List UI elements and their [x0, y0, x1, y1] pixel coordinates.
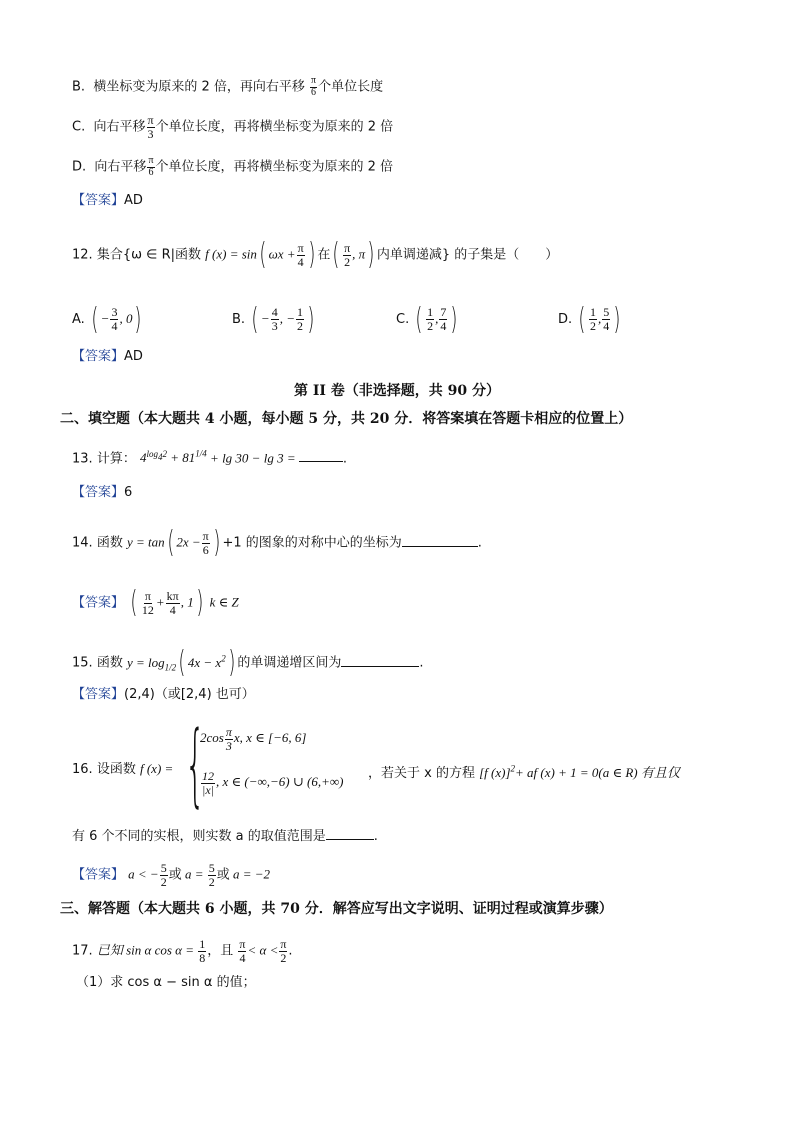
answer-blank[interactable] [341, 666, 419, 667]
question-17: 17. 已知 sin α cos α = $\frac{1}{8}$ ，且 $\frac{\pi}{4}$ < α < $\frac{\pi}{2}$ . [72, 937, 293, 965]
fraction-pi-3: $\frac{\pi}{3}$ [147, 113, 154, 141]
answer-15: 【答案】(2,4)（或[2,4) 也可） [72, 687, 255, 702]
question-14: 14. 函数 y = tan( 2x − $\frac{\pi}{6}$ ) +1 的图象的对称中心的坐标为 . [72, 525, 482, 560]
option-c-line: C. 向右平移 $\frac{\pi}{3}$ 个单位长度，再将横坐标变为原来的 2 倍 [72, 113, 394, 141]
question-15: 15. 函数 $y = \log_{1/2}$( $4x - x^2$) 的单调递增区间为 . [72, 645, 424, 680]
piecewise-brace: { [185, 712, 206, 817]
question-13: 13. 计算： $4^{log_42} + 81^{1/4} + \lg 30 - \lg 3$ = . [72, 449, 347, 467]
option-d-line: D. 向右平移 $\frac{\pi}{6}$ 个单位长度，再将横坐标变为原来的 2 倍 [72, 155, 394, 178]
q12-option-a: A. ( − $\frac{3}{4}$ , 0) [72, 302, 142, 337]
question-12: 12. 集合{ω ∈ R|函数 f (x) = sin( ωx + $\frac{\pi}{4}$ ) 在( $\frac{\pi}{2}$ , π) 内单调递减} 的子集是（ ） [72, 237, 559, 272]
answer-blank[interactable] [402, 546, 478, 547]
section-2-title: 二、填空题（本大题共 4 小题，每小题 5 分，共 20 分．将答案填在答题卡相应的位置上） [60, 411, 633, 427]
part-2-title: 第 II 卷（非选择题，共 90 分） [293, 383, 501, 399]
answer-blank[interactable] [326, 839, 374, 840]
q12-option-d: D. ( $\frac{1}{2}$ , $\frac{5}{4}$ ) [558, 302, 621, 337]
q16-equation: ，若关于 x 的方程 [f (x)]$^2$+ af (x) + 1 = 0(a ∈ R) 有且仅 [368, 763, 680, 781]
answer-16: 【答案】 a < − $\frac{5}{2}$ 或 a = $\frac{5}{2}$ 或 a = −2 [72, 861, 271, 889]
answer-13: 【答案】6 [72, 485, 133, 500]
q16-case-1: 2cos $\frac{\pi}{3}$ x, x ∈ [−6, 6] [200, 725, 307, 753]
q12-option-b: B. ( − $\frac{4}{3}$ , − $\frac{1}{2}$ ) [232, 302, 315, 337]
q16-case-2: $\frac{12}{|x|}$ , x ∈ (−∞,−6) ∪ (6,+∞) [202, 769, 344, 797]
answer-14: 【答案】 ( $\frac{\pi}{12}$ + $\frac{k\pi}{4}$ , 1) k ∈ Z [72, 585, 239, 620]
answer-12: 【答案】AD [72, 349, 143, 364]
section-3-title: 三、解答题（本大题共 6 小题，共 70 分．解答应写出文字说明、证明过程或演算步骤） [60, 901, 613, 917]
answer-11: 【答案】AD [72, 193, 143, 208]
answer-blank[interactable] [299, 461, 343, 462]
question-16: 16. 设函数 f (x) = [72, 761, 174, 777]
q12-option-c: C. ( $\frac{1}{2}$ , $\frac{7}{4}$ ) [396, 302, 458, 337]
option-b-line: B. 横坐标变为原来的 2 倍，再向右平移 $\frac{\pi}{6}$ 个单位长度 [72, 75, 384, 98]
fraction-pi-6: $\frac{\pi}{6}$ [311, 75, 317, 98]
fraction-pi-6: $\frac{\pi}{6}$ [148, 155, 154, 178]
question-16-cont: 有 6 个不同的实根，则实数 a 的取值范围是 . [72, 829, 378, 844]
question-17-part-1: （1）求 cos α − sin α 的值； [76, 975, 256, 990]
